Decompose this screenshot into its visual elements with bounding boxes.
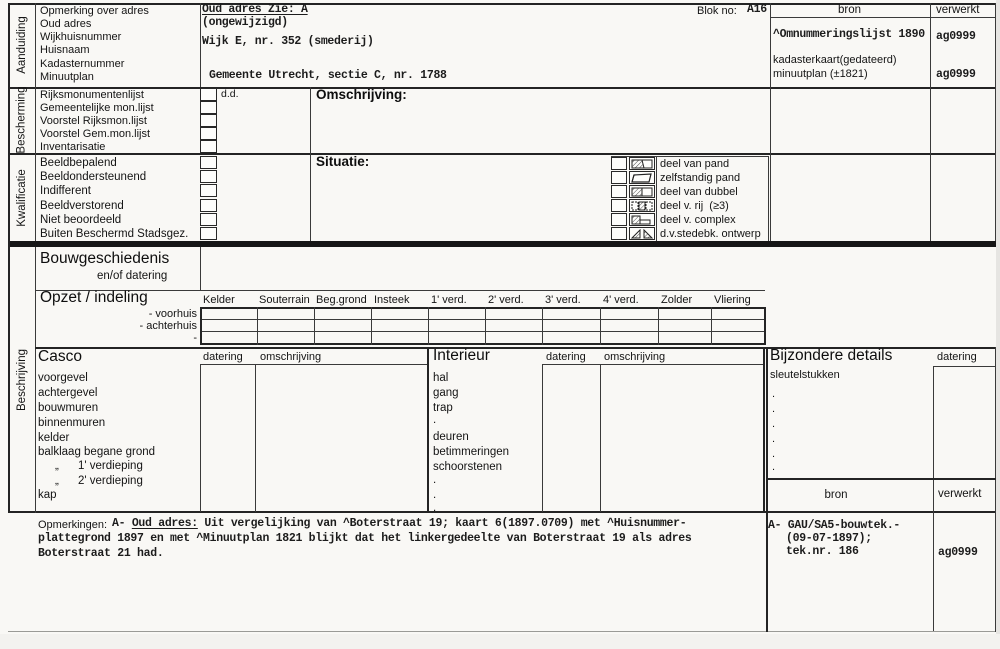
casco-title: Casco [38,348,82,365]
checkbox [200,213,217,226]
grid-line [314,307,315,345]
opzet-column-header: Vliering [714,294,751,306]
checkbox [611,227,627,240]
grid-line [658,307,659,345]
grid-line [200,319,765,320]
datering-header: datering [937,351,977,363]
grid-line [200,331,765,332]
datering-header: datering [203,351,243,363]
interieur-row-label: schoorstenen [433,461,503,473]
verwerkt-header: verwerkt [938,488,982,500]
opzet-row-label: - achterhuis [139,320,197,332]
thick-divider [8,241,996,247]
typed-value-oud-adres: Oud adres Zie: A [202,3,308,16]
border-line [933,366,996,367]
field-label: Opmerking over adres [40,5,149,17]
border-line [8,511,996,513]
blok-no-label: Blok no: [697,5,737,17]
interieur-row-label: betimmeringen [433,446,510,458]
section-label-bescherming: Bescherming [16,86,28,154]
interieur-row-label: . [433,414,437,426]
border-line [8,631,996,632]
border-line [8,153,996,155]
border-line [200,364,427,365]
situatie-option-label: deel van pand [660,158,730,170]
omschrijving-header: omschrijving [260,351,322,363]
zelfstandig-pand-icon [629,171,655,184]
situatie-option-label: d.v.stedebk. ontwerp [660,228,761,240]
casco-row-label: „ 2' verdieping [55,475,143,487]
field-label: Oud adres [40,18,92,30]
dot-row: . [772,418,776,430]
border-line [255,364,256,512]
field-label: Huisnaam [40,44,90,56]
grid-line [200,343,765,345]
grid-line [371,307,372,345]
verwerkt-row: ag0999 [936,68,976,81]
bron-row: A- GAU/SA5-bouwtek.- [768,519,901,532]
border-line [763,347,765,512]
casco-row-label: balklaag begane grond [38,446,156,458]
bron-header: bron [824,489,848,501]
checkbox [200,88,217,101]
field-label: Beeldbepalend [40,157,117,169]
casco-row-label: kelder [38,432,70,444]
casco-row-label: achtergevel [38,387,98,399]
section-label-beschrijving: Beschrijving [16,349,28,411]
bron-header: bron [838,4,862,16]
field-label: Voorstel Rijksmon.lijst [40,115,147,127]
dot-row: . [772,461,776,473]
bron-row: kadasterkaart(gedateerd) [773,54,897,66]
grid-line [257,307,258,345]
bijzondere-row-label: sleutelstukken [770,369,840,381]
border-line [995,3,996,241]
opzet-column-header: Souterrain [259,294,310,306]
situatie-option-label: zelfstandig pand [660,172,741,184]
deel-van-pand-icon [629,157,655,170]
dot-row: . [772,403,776,415]
bron-row: tek.nr. 186 [786,545,859,558]
opmerkingen-line1: A- Oud adres: Uit vergelijking van ^Boterstraat 19; kaart 6(1897.0709) met ^Huisnummer- [112,517,687,530]
typed-value-wijk: Wijk E, nr. 352 (smederij) [202,35,374,48]
scan-edge [996,0,1000,649]
border-line [600,364,601,512]
dot-row: . [772,433,776,445]
border-line [766,478,996,480]
field-label: Minuutplan [40,71,94,83]
grid-line [428,307,429,345]
bouwgeschiedenis-subtitle: en/of datering [97,270,168,282]
interieur-title: Interieur [433,347,490,364]
bijzondere-details-title: Bijzondere details [770,347,893,364]
typed-value-kadaster: Gemeente Utrecht, sectie C, nr. 1788 [209,69,447,82]
opmerkingen-line3: Boterstraat 21 had. [38,547,164,560]
opzet-row-label: - voorhuis [148,308,197,320]
casco-row-label: binnenmuren [38,417,106,429]
grid-line [200,307,765,309]
checkbox [200,184,217,197]
field-label: Rijksmonumentenlijst [40,89,144,101]
field-label: Inventarisatie [40,141,106,153]
deel-van-rij-icon [629,199,655,212]
interieur-row-label: . [433,489,437,501]
interieur-row-label: hal [433,372,449,384]
verwerkt-row: ag0999 [936,30,976,43]
border-line [200,3,201,87]
border-line [542,364,543,512]
grid-line [200,307,202,345]
border-line [542,364,763,365]
dot-row: . [772,448,776,460]
field-label: Wijkhuisnummer [40,31,122,43]
opzet-title: Opzet / indeling [40,289,148,306]
field-label: Beeldondersteunend [40,171,147,183]
opmerkingen-line2: plattegrond 1897 en met ^Minuutplan 1821 blijkt dat het linkergedeelte van Boterstraat 19 als adres [38,532,692,545]
border-line [995,347,996,632]
scan-edge [0,634,1000,649]
deel-van-complex-icon [629,213,655,226]
verwerkt-header: verwerkt [936,4,980,16]
stedebouwkundig-ontwerp-icon [629,227,655,240]
deel-van-dubbel-icon [629,185,655,198]
casco-row-label: voorgevel [38,372,88,384]
checkbox [200,170,217,183]
omschrijving-label: Omschrijving: [316,87,407,102]
checkbox [200,156,217,169]
interieur-row-label: . [433,474,437,486]
border-line [427,347,429,512]
checkbox [611,171,627,184]
checkbox [611,213,627,226]
border-line [35,3,36,241]
bron-row: ^Omnummeringslijst 1890 [773,28,925,41]
border-line [770,3,771,241]
interieur-row-label: deuren [433,431,469,443]
opzet-column-header: 4' verd. [603,294,639,306]
grid-line [485,307,486,345]
border-line [200,247,201,291]
dot-row: . [772,388,776,400]
checkbox [200,227,217,240]
situatie-option-label: deel van dubbel [660,186,738,198]
checkbox [611,185,627,198]
field-label: Niet beoordeeld [40,214,122,226]
situatie-option-label: deel v. rij (≥3) [660,200,729,212]
casco-row-label: kap [38,489,57,501]
blok-no-value: A16 [747,3,767,16]
checkbox [200,101,217,114]
opzet-column-header: Insteek [374,294,410,306]
section-label-aanduiding: Aanduiding [16,16,28,74]
omschrijving-header: omschrijving [604,351,666,363]
opmerkingen-label: Opmerkingen: [38,519,108,531]
opzet-column-header: 2' verd. [488,294,524,306]
opzet-column-header: 3' verd. [545,294,581,306]
situatie-option-label: deel v. complex [660,214,736,226]
field-label: Beeldverstorend [40,200,124,212]
typed-value-ongewijzigd: (ongewijzigd) [202,16,288,29]
checkbox [611,199,627,212]
border-line [310,87,311,241]
verwerkt-row: ag0999 [938,546,978,559]
dd-label: d.d. [221,88,239,100]
checkbox [200,140,217,153]
checkbox [200,199,217,212]
interieur-row-label: . [433,502,437,514]
casco-row-label: „ 1' verdieping [55,460,143,472]
field-label: Buiten Beschermd Stadsgez. [40,228,189,240]
border-line [200,364,201,512]
field-label: Voorstel Gem.mon.lijst [40,128,151,140]
border-line [656,156,657,241]
grid-line [542,307,543,345]
opzet-column-header: Kelder [203,294,235,306]
border-line [35,247,36,513]
checkbox [200,127,217,140]
opzet-row-label: - [193,332,197,344]
field-label: Gemeentelijke mon.lijst [40,102,154,114]
border-line [768,156,769,241]
interieur-row-label: trap [433,402,453,414]
checkbox [200,114,217,127]
border-line [930,3,931,241]
underlined-text: Oud adres: [131,517,198,530]
border-line [8,87,996,89]
border-line [770,17,996,18]
grid-line [711,307,712,345]
field-label: Kadasternummer [40,58,125,70]
bouwgeschiedenis-title: Bouwgeschiedenis [40,250,170,267]
section-label-kwalificatie: Kwalificatie [16,169,28,227]
opzet-column-header: 1' verd. [431,294,467,306]
casco-row-label: bouwmuren [38,402,99,414]
bron-row: minuutplan (±1821) [773,68,868,80]
datering-header: datering [546,351,586,363]
field-label: Indifferent [40,185,91,197]
grid-line [600,307,601,345]
grid-line [764,307,766,345]
bron-row: (09-07-1897); [786,532,872,545]
interieur-row-label: gang [433,387,459,399]
opzet-column-header: Zolder [661,294,693,306]
situatie-label: Situatie: [316,154,370,169]
border-line [933,366,934,631]
opzet-column-header: Beg.grond [316,294,367,306]
checkbox [611,157,627,170]
